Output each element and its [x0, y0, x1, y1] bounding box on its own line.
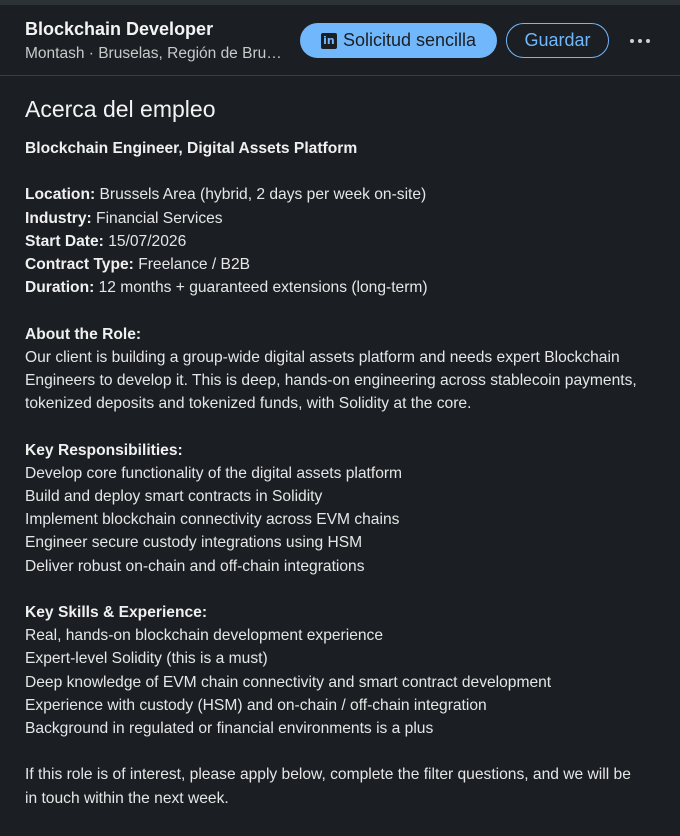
detail-duration: Duration: 12 months + guaranteed extensions (long-term) — [25, 279, 428, 297]
responsibility-item: Implement blockchain connectivity across EVM chains — [25, 511, 400, 529]
role-text-line: Our client is building a group-wide digital assets platform and needs expert Blockchain — [25, 348, 620, 366]
skills-heading: Key Skills & Experience: — [25, 604, 208, 621]
linkedin-icon: in — [321, 33, 337, 49]
job-headline: Blockchain Engineer, Digital Assets Platform — [25, 140, 358, 157]
ellipsis-icon-dot — [646, 39, 650, 43]
responsibility-item: Deliver robust on-chain and off-chain integrations — [25, 557, 365, 575]
role-text-line: Engineers to develop it. This is deep, hands-on engineering across stablecoin payments, — [25, 372, 637, 389]
responsibilities-heading: Key Responsibilities: — [25, 441, 183, 459]
job-title[interactable]: Blockchain Developer — [25, 19, 214, 39]
section-title: Acerca del empleo — [25, 96, 216, 122]
job-header — [0, 5, 680, 76]
more-options-button[interactable] — [624, 27, 656, 55]
detail-location: Location: Brussels Area (hybrid, 2 days per week on-site) — [25, 186, 427, 204]
save-button[interactable]: Guardar — [506, 23, 609, 58]
detail-contract-type: Contract Type: Freelance / B2B — [25, 256, 251, 273]
easy-apply-label: Solicitud sencilla — [342, 30, 477, 50]
detail-industry: Industry: Financial Services — [25, 209, 223, 227]
skill-item: Deep knowledge of EVM chain connectivity and smart contract development — [25, 673, 552, 691]
detail-start-date: Start Date: 15/07/2026 — [25, 232, 187, 250]
skill-item: Expert-level Solidity (this is a must) — [25, 650, 268, 668]
role-text-line: tokenized deposits and tokenized funds, with Solidity at the core. — [25, 395, 472, 413]
ellipsis-icon — [630, 39, 634, 43]
company-location: Montash · Bruselas, Región de Bru… — [25, 45, 282, 62]
closing-text-line: in touch within the next week. — [25, 789, 229, 807]
job-description — [25, 96, 665, 810]
skill-item: Real, hands-on blockchain development experience — [25, 627, 384, 645]
closing-text-line: If this role is of interest, please apply below, complete the filter questions, and we will be — [25, 766, 631, 784]
responsibility-item: Build and deploy smart contracts in Solidity — [25, 488, 323, 505]
skill-item: Background in regulated or financial environments is a plus — [25, 720, 434, 738]
ellipsis-icon-dot — [638, 39, 642, 43]
easy-apply-button[interactable] — [300, 23, 497, 58]
responsibility-item: Develop core functionality of the digital assets platform — [25, 464, 403, 482]
skill-item: Experience with custody (HSM) and on-chain / off-chain integration — [25, 696, 487, 714]
role-heading: About the Role: — [25, 325, 142, 343]
responsibility-item: Engineer secure custody integrations using HSM — [25, 534, 363, 552]
